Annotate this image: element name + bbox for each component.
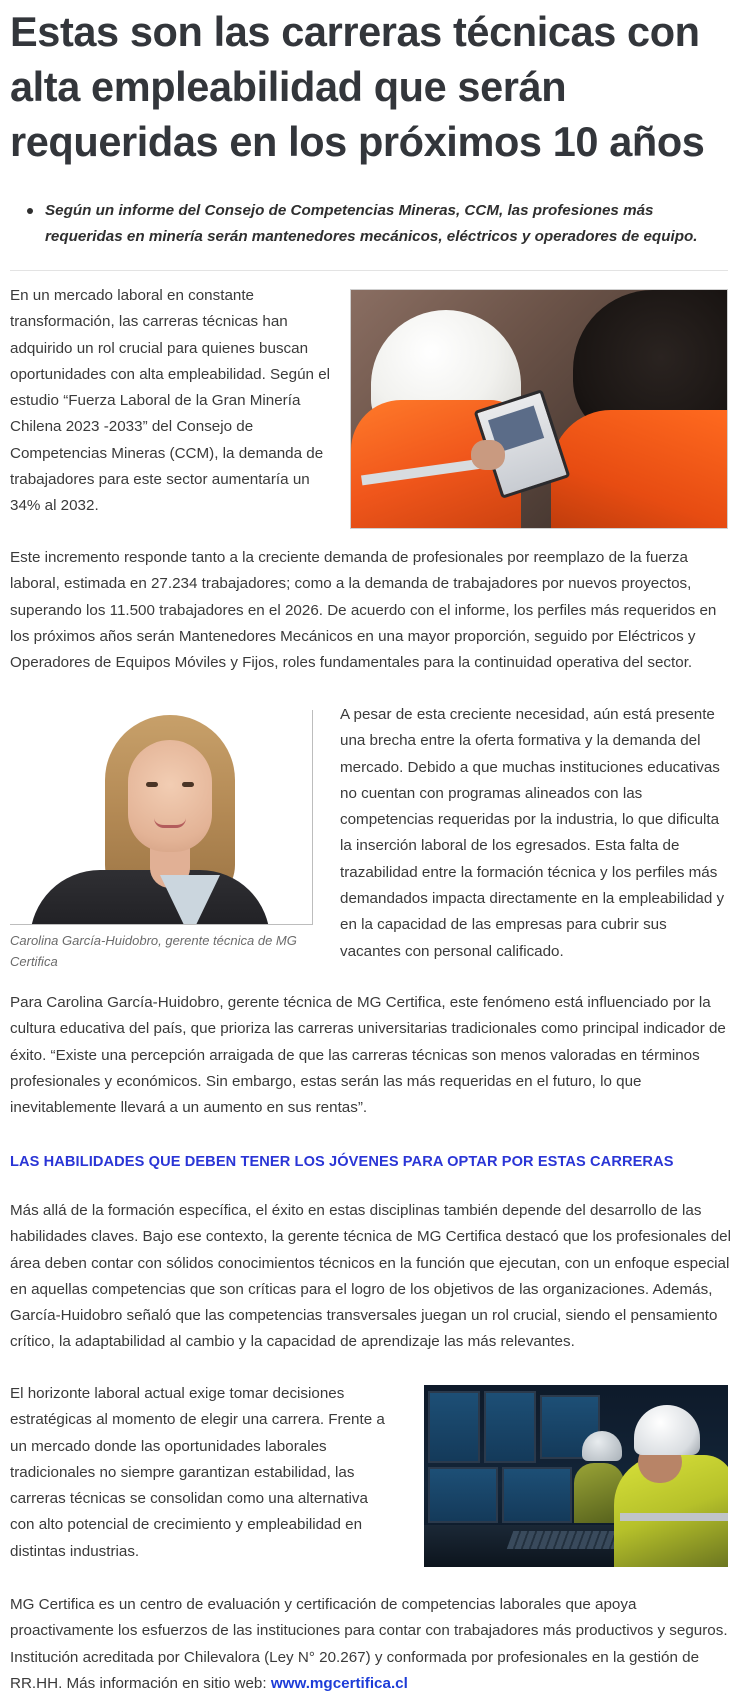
portrait-image xyxy=(10,710,313,925)
article-title: Estas son las carreras técnicas con alta empleabilidad que serán requeridas en los próximos 10 años xyxy=(10,8,705,165)
portrait-caption: Carolina García-Huidobro, gerente técnica de MG Certifica xyxy=(10,933,297,969)
paragraph-skills: Más allá de la formación específica, el éxito en estas disciplinas también depende del desarrollo de las habilidades claves. Bajo ese contexto, la gerente técnica de MG Certifica destacó que los profesionales del área deben contar con sólidos conocimientos técnicos en la función que ejecutan, con un enfoque especial en aquellas competencias que son críticas para el logro de los objetivos de las organizaciones. Además, García-Huidobro señaló que las competencias transversales juegan un rol crucial, siendo el pensamiento crítico, la adaptabilidad al cambio y la capacidad de aprendizaje las más relevantes. xyxy=(10,1202,731,1351)
paragraph-about xyxy=(10,1592,730,1697)
about-text: MG Certifica es un centro de evaluación y certificación de competencias laborales que apoya proactivamente los esfuerzos de las instituciones para contar con trabajadores más productivos y seguros. Institución acreditada por Chilevalora (Ley N° 20.267) y conformada por profesionales en la gestión de RR.HH. Más información en sitio web: xyxy=(10,1596,728,1692)
lead-bullet: Según un informe del Consejo de Competencias Mineras, CCM, las profesiones más requeridas en minería serán mantenedores mecánicos, eléctricos y operadores de equipo. xyxy=(27,198,717,250)
paragraph-quote: Para Carolina García-Huidobro, gerente técnica de MG Certifica, este fenómeno está influenciado por la cultura educativa del país, que prioriza las carreras universitarias tradicionales como principal indicador de éxito. “Existe una percepción arraigada de que las carreras técnicas son menos valoradas en términos profesionales y económicos. Sin embargo, estas serán las más requeridas en el futuro, lo que inevitablemente llevará a un aumento en sus rentas”. xyxy=(10,994,726,1117)
divider xyxy=(10,270,728,271)
paragraph-gap: A pesar de esta creciente necesidad, aún está presente una brecha entre la oferta formativa y la demanda del mercado. Debido a que muchas instituciones educativas no cuentan con programas alineados con las competencias requeridas por la industria, lo que dificulta la inserción laboral de los egresados. Esta falta de trazabilidad entre la formación técnica y los perfiles más demandados impacta directamente en la empleabilidad y en la capacidad de las empresas para cubrir sus vacantes con personal calificado. xyxy=(340,706,725,960)
lead-list xyxy=(27,198,717,250)
paragraph-demand: Este incremento responde tanto a la creciente demanda de profesionales por reemplazo de la fuerza laboral, estimada en 27.234 trabajadores; como a la demanda de trabajadores por nuevos proyectos, superando los 11.500 trabajadores en el 2026. De acuerdo con el informe, los perfiles más requeridos en los próximos años serán Mantenedores Mecánicos en una mayor proporción, seguido por Eléctricos y Operadores de Equipos Móviles y Fijos, roles fundamentales para la continuidad operativa del sector. xyxy=(10,549,717,672)
control-room-image xyxy=(424,1385,728,1567)
paragraph-horizon: El horizonte laboral actual exige tomar decisiones estratégicas al momento de elegir una carrera. Frente a un mercado donde las oportunidades laborales tradicionales no siempre garantizan estabilidad, las carreras técnicas se consolidan como una alternativa con alto potencial de crecimiento y empleabilidad en distintas industrias. xyxy=(10,1385,385,1560)
website-link[interactable]: www.mgcertifica.cl xyxy=(270,1674,408,1692)
workers-tablet-image xyxy=(350,289,728,529)
section-subheading: LAS HABILIDADES QUE DEBEN TENER LOS JÓVENES PARA OPTAR POR ESTAS CARRERAS xyxy=(10,1154,674,1170)
paragraph-intro: En un mercado laboral en constante transformación, las carreras técnicas han adquirido un rol crucial para quienes buscan oportunidades con alta empleabilidad. Según el estudio “Fuerza Laboral de la Gran Minería Chilena 2023 -2033” del Consejo de Competencias Mineras (CCM), la demanda de trabajadores para este sector aumentaría un 34% al 2032. xyxy=(10,287,331,515)
